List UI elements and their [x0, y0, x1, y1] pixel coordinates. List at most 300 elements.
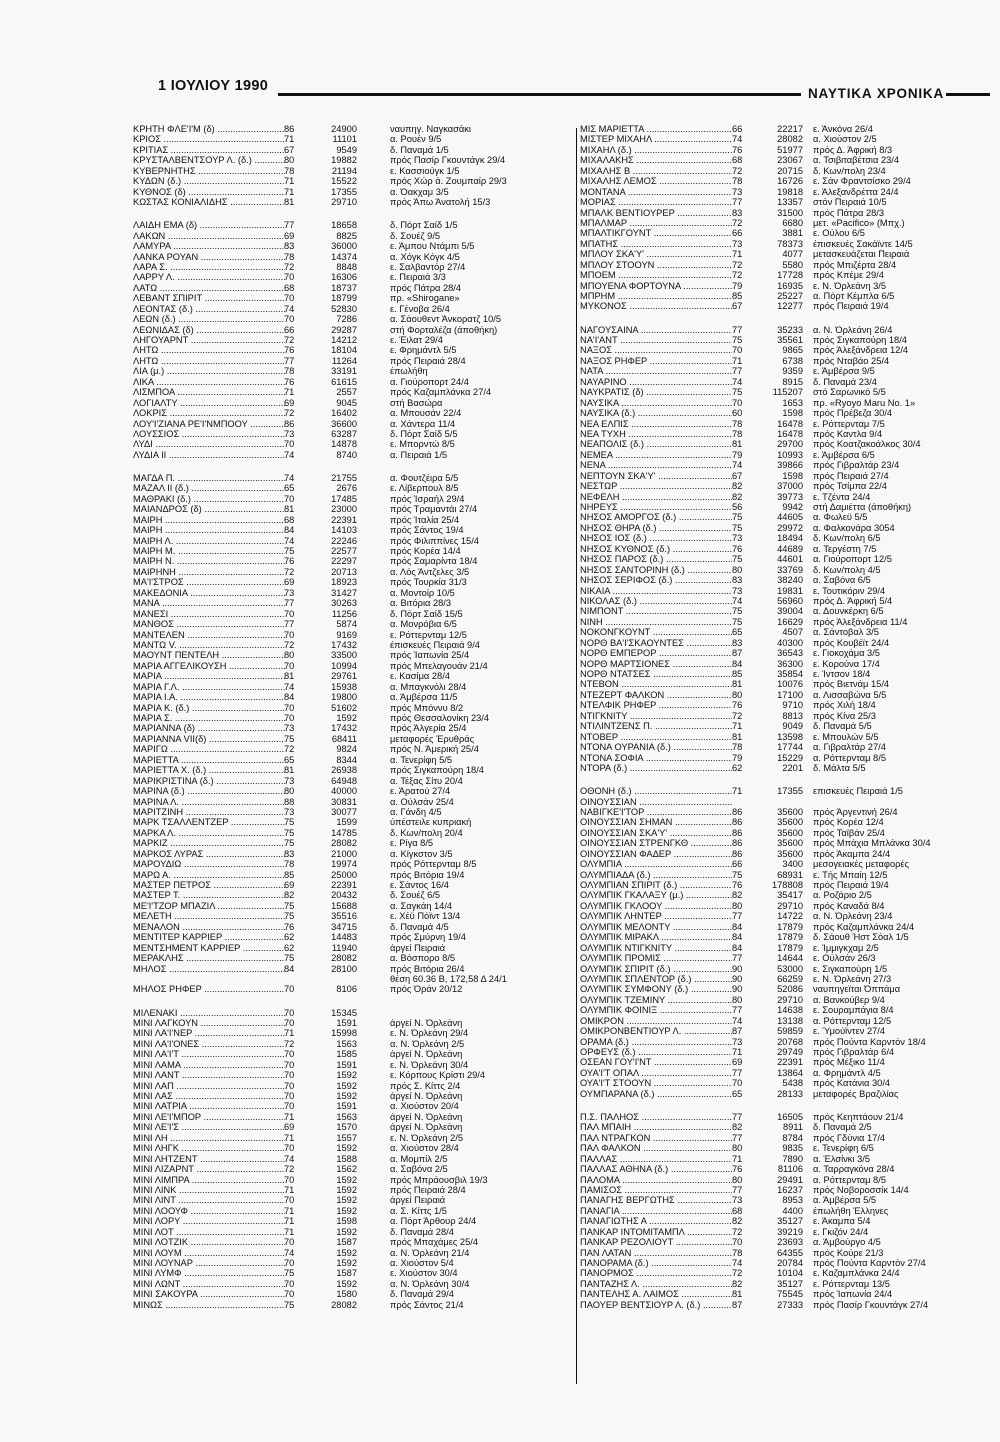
ship-year: 80	[284, 155, 295, 166]
ship-year: 68	[732, 155, 743, 166]
page-header	[0, 0, 1000, 110]
ship-tonnage: 1570	[336, 1122, 357, 1133]
ship-year: 74	[732, 595, 743, 606]
ship-status: ε. Κασίμα 28/4	[390, 671, 450, 682]
ship-row	[580, 1143, 998, 1153]
ship-status: δ. Παναμά 1/5	[390, 144, 449, 155]
ship-year: 82	[732, 1278, 743, 1289]
ship-year: 74	[732, 1015, 743, 1026]
ship-year: 70	[284, 1080, 295, 1091]
ship-status: πρός Νοβοροσσίκ 14/4	[813, 1184, 909, 1195]
ship-year: 84	[284, 525, 295, 536]
ship-row	[133, 1070, 573, 1080]
ship-name: ΜΙΝΙ ΛΗΓΚ .....	[133, 1143, 285, 1153]
ship-name: ΜΑΡΙΑ Κ. (δ.) .....	[133, 703, 285, 713]
ship-tonnage: 66259	[777, 973, 803, 984]
ship-status: ε. Γένοβα 26/4	[390, 303, 450, 314]
ship-row	[133, 450, 573, 460]
ship-row	[133, 849, 573, 859]
ship-row	[133, 786, 573, 796]
ship-tonnage: 9049	[782, 721, 803, 732]
ship-row	[133, 838, 573, 848]
ship-tonnage: 1592	[336, 1205, 357, 1216]
ship-tonnage: 35600	[777, 827, 803, 838]
ship-status: δ. Παναμά 5/5	[813, 721, 872, 732]
ship-name: ΟΜΙΚΡΟΝ .....	[580, 1016, 732, 1026]
ship-status: ε. Κόρπους Κρίστι 29/4	[390, 1070, 486, 1081]
ship-name: ΛΑΡΑ Σ. .....	[133, 262, 285, 272]
ship-tonnage: 22391	[331, 880, 357, 890]
ship-row	[580, 1175, 998, 1185]
ship-year: 77	[732, 1132, 743, 1143]
column-divider	[576, 128, 577, 1384]
ship-name: ΝΑΥΚΡΑΤΙΣ (δ) .....	[580, 387, 732, 397]
ship-row	[580, 1206, 998, 1216]
ship-year: 70	[284, 984, 295, 995]
ship-name: ΚΥΔΩΝ (δ.) .....	[133, 176, 285, 186]
ship-row	[580, 502, 998, 512]
ship-tonnage: 21000	[331, 848, 357, 859]
ship-year: 69	[284, 577, 295, 588]
ship-year: 86	[732, 838, 743, 849]
ship-tonnage: 34715	[331, 921, 357, 932]
ship-row	[580, 176, 998, 186]
ship-name: ΜΙΝΙ ΛΑ'Ι'Τ .....	[133, 1049, 285, 1059]
ship-row	[580, 1016, 998, 1026]
ship-name: ΚΡΙΟΣ .....	[133, 134, 285, 144]
ship-status: α. Χιούστον 20/4	[390, 1101, 459, 1112]
ship-tonnage: 9865	[782, 345, 803, 356]
ship-tonnage: 24900	[331, 124, 357, 134]
ship-row	[580, 429, 998, 439]
ship-status: δ. Πόρτ Σαίδ 1/5	[390, 220, 458, 231]
ship-year: 71	[284, 1205, 295, 1216]
ship-year: 75	[284, 900, 295, 911]
ship-year: 71	[732, 249, 743, 260]
ship-status: α. Χάντερα 11/4	[390, 418, 456, 429]
ship-year: 82	[732, 1122, 743, 1133]
ship-year: 75	[284, 827, 295, 838]
ship-name: ΜΑΙΑΝΔΡΟΣ (δ) .....	[133, 504, 285, 514]
ship-year: 77	[732, 366, 743, 377]
ship-tonnage: 1598	[336, 1216, 357, 1227]
ship-name: ΟΛΥΜΠΙΚ ΣΠΙΡΙΤ (δ.) .....	[580, 964, 732, 974]
ship-year: 81	[732, 731, 743, 742]
ship-name: ΜΙΝΙ ΛΙΖΑΡΝΤ .....	[133, 1164, 285, 1174]
ship-row	[580, 828, 998, 838]
ship-row	[580, 1248, 998, 1258]
ship-row	[580, 228, 998, 238]
ship-name: ΜΙΝΙ ΛΙΝΤ .....	[133, 1195, 285, 1205]
ship-tonnage: 40300	[777, 637, 803, 648]
ship-name: ΟΛΥΜΠΙΚ ΣΥΜΦΟΝΥ (δ.) .....	[580, 984, 732, 994]
ship-row	[580, 134, 998, 144]
ship-year: 77	[732, 324, 743, 335]
ship-name: ΝΙΚΟΛΑΣ (δ.) .....	[580, 596, 732, 606]
ship-year: 72	[732, 270, 743, 281]
ship-status: ύπέστειλε κυπριακή	[390, 817, 472, 828]
ship-status: α. Σ. Κίττς 1/5	[390, 1205, 447, 1216]
ship-row	[133, 870, 573, 880]
ship-row	[133, 682, 573, 692]
ship-name: ΜΙΣΤΕΡ ΜΙΧΑΗΛ .....	[580, 134, 732, 144]
ship-year: 71	[284, 176, 295, 187]
ship-status: α. Τενερίφη 5/5	[390, 754, 453, 765]
ship-year: 71	[732, 355, 743, 366]
ship-tonnage: 22246	[331, 535, 357, 546]
ship-row	[133, 504, 573, 514]
ship-row	[580, 690, 998, 700]
ship-year: 74	[284, 681, 295, 692]
ship-status: πρός Βιετνάμ 15/4	[813, 679, 890, 690]
ship-name: ΜΙΝΙ ΛΑΤΡΙΑ .....	[133, 1101, 285, 1111]
ship-status: α. Λός Άντζελες 3/5	[390, 566, 470, 577]
ship-name: ΠΑΝΟΡΜΟΣ .....	[580, 1268, 732, 1278]
ship-year: 83	[284, 848, 295, 859]
ship-row	[580, 1279, 998, 1289]
ship-tonnage: 36600	[331, 418, 357, 429]
ship-tonnage: 28082	[331, 1299, 357, 1310]
ship-status: α. Έλσίνκι 3/5	[813, 1153, 871, 1164]
ship-name: ΜΑΝΑ .....	[133, 598, 285, 608]
ship-tonnage: 8784	[782, 1132, 803, 1143]
ship-tonnage: 10104	[777, 1268, 803, 1279]
ship-year: 68	[732, 1205, 743, 1216]
ship-tonnage: 2676	[336, 483, 357, 494]
ship-row	[133, 567, 573, 577]
ship-year: 84	[732, 921, 743, 932]
ship-tonnage: 9045	[336, 397, 357, 408]
ship-status: α. Ρόττερνταμ 8/5	[813, 1174, 886, 1185]
ship-status: πρός Πειραιά 19/4	[813, 880, 889, 890]
ship-tonnage: 1592	[336, 1278, 357, 1289]
ship-status: πρός Κατάνια 30/4	[813, 1078, 891, 1089]
ship-row	[133, 124, 573, 134]
ship-tonnage: 5874	[336, 619, 357, 630]
ship-status: ναυπηγεϊται Όππάμα	[813, 984, 901, 995]
ship-status: δ. Πόρτ Σαίδ 5/5	[390, 428, 458, 439]
ship-row	[580, 586, 998, 596]
ship-tonnage: 51602	[331, 702, 357, 713]
ship-name: ΛΟΚΡΙΣ .....	[133, 408, 285, 418]
ship-tonnage: 15229	[777, 752, 803, 763]
ship-row	[133, 713, 573, 723]
ship-row	[580, 638, 998, 648]
ship-tonnage: 1592	[336, 1080, 357, 1091]
ship-name: ΜΠΑΛΜΑΡ .....	[580, 218, 732, 228]
ship-row	[580, 1026, 998, 1036]
ship-year: 70	[284, 1101, 295, 1112]
ship-row	[133, 1237, 573, 1247]
ship-name: ΜΠΟΕΜ .....	[580, 270, 732, 280]
ship-status: πρός Πειραιά 28/4	[390, 1184, 466, 1195]
ship-name: ΟΙΝΟΥΣΣΙΑΝ ΦΑΔΕΡ .....	[580, 849, 732, 859]
ship-status: δ. Κων/πολη 6/5	[813, 533, 881, 544]
ship-status: πρός Χιλή 18/4	[813, 700, 876, 711]
ship-year: 70	[732, 345, 743, 356]
ship-tonnage: 17355	[331, 186, 357, 197]
ship-tonnage: 44689	[777, 543, 803, 554]
ship-name: ΟΛΥΜΠΙΚ ΤΖΕΜΙΝΥ .....	[580, 995, 732, 1005]
ship-row	[133, 252, 573, 262]
ship-tonnage: 29491	[777, 1174, 803, 1185]
ship-tonnage: 16478	[777, 428, 803, 439]
ship-status: πρός Πασίρ Γκουντάγκ 27/4	[813, 1299, 929, 1310]
ship-status: ε. Ρόττερνταμ 12/5	[390, 629, 467, 640]
ship-year: 65	[284, 483, 295, 494]
ship-tonnage: 23000	[331, 504, 357, 515]
ship-status: πρός Μπαχάμες 25/4	[390, 1237, 479, 1248]
ship-tonnage: 52830	[331, 303, 357, 314]
ship-status: πρ. «Shirogane»	[390, 293, 460, 304]
ship-name: ΝΕΠΤΟΥΝ ΣΚΑ'Υ' .....	[580, 471, 732, 481]
ship-status: πρός Μπράουσβιλ 19/3	[390, 1174, 488, 1185]
ship-name: ΜΙΝΙ ΛΩΝΤ .....	[133, 1279, 285, 1289]
ship-name: ΜΑΖΑΛ ΙΙ (δ.) .....	[133, 483, 285, 493]
ship-row	[133, 304, 573, 314]
ship-status: πρός Σ. Κίττς 2/4	[390, 1080, 461, 1091]
ship-row	[580, 481, 998, 491]
ship-name: ΜΙΝΙ ΛΕ'Ι'Σ .....	[133, 1122, 285, 1132]
ship-row	[133, 776, 573, 786]
ship-status: ε. Ν. Όρλεάνη 29/4	[390, 1028, 469, 1039]
ship-status: α. Άμβούργο 4/5	[813, 1237, 881, 1248]
ship-row	[580, 155, 998, 165]
ship-status: ε. Άμπου Ντάμπι 5/5	[390, 241, 475, 252]
ship-status: ε. Ρόττερνταμ 7/5	[813, 418, 885, 429]
ship-row	[580, 575, 998, 585]
ship-row	[133, 807, 573, 817]
ship-tonnage: 53000	[777, 963, 803, 974]
ship-row	[133, 176, 573, 186]
ship-status: έπισκευές Πειραιά 9/4	[390, 639, 480, 650]
ship-tonnage: 29710	[777, 994, 803, 1005]
ship-name: ΜΑΡΙΑ .....	[133, 671, 285, 681]
ship-year: 70	[284, 713, 295, 723]
ship-year: 70	[284, 1059, 295, 1070]
ship-status: ναυπηγ. Ναγκασάκι	[390, 124, 471, 134]
ship-tonnage: 1592	[336, 1247, 357, 1258]
ship-tonnage: 31427	[331, 587, 357, 598]
ship-status: α. Άμβέρσα 5/5	[813, 1195, 876, 1206]
ship-year: 80	[732, 689, 743, 700]
ship-row	[133, 262, 573, 272]
ship-row	[133, 220, 573, 230]
ship-name: ΟΛΥΜΠΙΚ ΓΚΛΟΟΥ .....	[580, 901, 732, 911]
ship-year: 56	[732, 502, 743, 512]
ship-year: 85	[732, 669, 743, 679]
ship-year: 82	[284, 890, 295, 901]
ship-row	[133, 377, 573, 387]
ship-name: ΜΕΝΤΣΗΜΕΝΤ ΚΑΡΡΙΕΡ .....	[133, 943, 285, 953]
ship-year: 86	[732, 817, 743, 828]
ship-name: ΠΑΝΟΡΑΜΑ (δ.) .....	[580, 1258, 732, 1268]
ship-year: 73	[732, 1036, 743, 1047]
ship-status: α. Όακχαμ 3/5	[390, 186, 449, 197]
ship-row	[133, 1175, 573, 1185]
ship-year: 67	[732, 301, 743, 312]
ship-row	[133, 828, 573, 838]
ship-tonnage: 9549	[336, 144, 357, 155]
ship-tonnage: 11256	[331, 608, 357, 619]
ship-year: 74	[284, 535, 295, 546]
ship-tonnage: 17355	[777, 786, 803, 797]
ship-name: ΚΡΙΤΙΑΣ .....	[133, 145, 285, 155]
ship-name: ΜΑΙΡΗ .....	[133, 525, 285, 535]
ship-status: πρός Καζαμπλάνκα 24/4	[813, 921, 915, 932]
ship-tonnage: 51977	[777, 144, 803, 155]
ship-row	[133, 1206, 573, 1216]
ship-year: 79	[732, 449, 743, 460]
ship-status: α. Λισσαβώνα 5/5	[813, 689, 887, 700]
ship-status: α. Φωλεϋ 5/5	[813, 512, 868, 523]
ship-tonnage: 22391	[777, 1057, 803, 1068]
ship-group	[580, 124, 998, 312]
ship-status: επισκευές Πειραιά 1/5	[813, 786, 903, 797]
ship-row	[580, 166, 998, 176]
ship-row	[580, 922, 998, 932]
ship-name: ΜΑΡΙΑ ΑΓΓΕΛΙΚΟΥΣΗ .....	[133, 661, 285, 671]
ship-year: 81	[284, 504, 295, 515]
ship-status: πρός Μπιζέρτα 28/4	[813, 259, 897, 270]
ship-status: δ. Παναμά 2/5	[813, 1122, 872, 1133]
ship-year: 70	[284, 1289, 295, 1300]
ship-year: 70	[284, 439, 295, 450]
ship-row	[133, 515, 573, 525]
ship-row	[133, 1101, 573, 1111]
ship-row	[133, 439, 573, 449]
ship-year: 77	[732, 1111, 743, 1122]
ship-name: ΜΑΟΥΝΤ ΠΕΝΤΕΛΗ .....	[133, 650, 285, 660]
ship-name: ΜΑΡΙΑΝΝΑ (δ) .....	[133, 723, 285, 733]
ship-tonnage: 27333	[777, 1299, 803, 1310]
ship-tonnage: 25227	[777, 291, 803, 301]
ship-name: ΠΑΝΚΑΡ ΡΕΖΟΛΙΟΥΤ .....	[580, 1237, 732, 1247]
ship-status: πρός Ταϊβάν 25/4	[813, 827, 885, 838]
page-date: 1 ΙΟΥΛΙΟΥ 1990	[158, 78, 269, 94]
ship-year: 72	[732, 217, 743, 228]
ship-tonnage: 1587	[336, 1268, 357, 1279]
ship-tonnage: 18799	[331, 293, 357, 304]
ship-row	[580, 398, 998, 408]
ship-name: ΜΕΛΕΤΗ .....	[133, 911, 285, 921]
ship-name: ΜΑΙΡΗ Ν. .....	[133, 556, 285, 566]
ship-status: δ. Παναμά 23/4	[813, 376, 877, 387]
ship-name: ΜΑΡΚ ΤΣΑΛΛΕΝΤΖΕΡ .....	[133, 817, 285, 827]
ship-year: 70	[284, 1007, 295, 1018]
ship-tonnage: 16237	[777, 1184, 803, 1195]
ship-tonnage: 1592	[336, 1174, 357, 1185]
ship-group	[580, 1112, 998, 1310]
ship-year: 76	[284, 556, 295, 567]
ship-row	[580, 943, 998, 953]
ship-year: 72	[284, 261, 295, 272]
ship-tonnage: 19882	[331, 155, 357, 166]
ship-row	[133, 911, 573, 921]
ship-status: μετ. «Pacifico» (Μπχ.)	[813, 217, 905, 228]
ship-name: ΜΗΛΟΣ ΡΗΦΕΡ .....	[133, 984, 285, 994]
ship-name: ΝΗΣΟΣ ΚΥΘΝΟΣ (δ.) .....	[580, 544, 732, 554]
ship-tonnage: 15998	[331, 1028, 357, 1039]
ship-row	[133, 765, 573, 775]
ship-status: ε. Ν. Όρλεάνη 30/4	[390, 1059, 469, 1070]
ship-status: α. Σαβόνα 6/5	[813, 575, 871, 586]
ship-row	[580, 356, 998, 366]
ship-status: πρός Βιτόρια 19/4	[390, 869, 465, 880]
ship-status: α. Ν. Όρλεάνη 2/5	[390, 1038, 465, 1049]
ship-row	[580, 260, 998, 270]
ship-year: 80	[732, 1143, 743, 1154]
ship-row	[580, 1112, 998, 1122]
ship-status: α. Σαβόνα 2/5	[390, 1164, 448, 1175]
ship-row	[133, 231, 573, 241]
ship-row	[580, 753, 998, 763]
ship-status: ε. Γιοκοχάμα 3/5	[813, 648, 880, 659]
ship-name: ΜΙΝΙ ΣΑΚΟΥΡΑ .....	[133, 1289, 285, 1299]
ship-name: ΛΙΚΑ .....	[133, 377, 285, 387]
ship-row	[580, 763, 998, 773]
ship-year: 71	[732, 786, 743, 797]
ship-status: πρός Σαμαρίντα 18/4	[390, 556, 478, 567]
ship-year: 70	[284, 293, 295, 304]
ship-status: μετασκευάζεται Πειραιά	[813, 249, 910, 260]
ship-name: ΜΙΝΙ ΛΥΜΦ .....	[133, 1268, 285, 1278]
ship-tonnage: 178808	[771, 880, 803, 890]
ship-status: ε. Κασσιούγκ 1/5	[390, 165, 460, 176]
ship-status: ε. Κορούνα 17/4	[813, 658, 880, 669]
ship-name: ΝΕΑ ΕΛΠΙΣ .....	[580, 419, 732, 429]
ship-row	[580, 932, 998, 942]
ship-year: 85	[284, 869, 295, 880]
ship-status: ε. Μπορντώ 8/5	[390, 439, 455, 450]
ship-year: 74	[732, 134, 743, 145]
ship-row	[580, 786, 998, 796]
ship-year: 78	[732, 1247, 743, 1258]
ship-name: ΜΑΡΙΕΤΤΑ Χ. (δ.) .....	[133, 765, 285, 775]
ship-status: α. Μομπίλ 2/5	[390, 1153, 448, 1164]
ship-status: α. Ν. Όρλεάνη 23/4	[813, 911, 893, 922]
ship-status: πρός Γιβραλτάρ 6/4	[813, 1047, 895, 1057]
ship-row	[133, 723, 573, 733]
ship-status: πρός Άκαμπα 24/4	[813, 848, 891, 859]
ship-row	[133, 293, 573, 303]
ship-row	[580, 281, 998, 291]
ship-row	[133, 1268, 573, 1278]
ship-year: 77	[284, 355, 295, 366]
ship-year: 90	[732, 963, 743, 974]
ship-year: 82	[732, 890, 743, 901]
ship-row	[133, 283, 573, 293]
ship-status: ε. Φρημάντλ 5/5	[390, 345, 457, 356]
ship-year: 73	[732, 1195, 743, 1206]
ship-row	[133, 661, 573, 671]
ship-row	[580, 471, 998, 481]
ship-name: ΛΟΥΣΣΙΟΣ .....	[133, 429, 285, 439]
ship-tonnage: 5580	[782, 259, 803, 270]
ship-tonnage: 20768	[777, 1036, 803, 1047]
ship-status: πρός Δ. Άφρική 5/4	[813, 595, 893, 606]
ship-year: 65	[732, 627, 743, 638]
ship-status: πρός Κουβέϊτ 24/4	[813, 637, 890, 648]
ship-status: α. Γιούροπορτ 12/5	[813, 554, 892, 565]
ship-name: ΟΙΝΟΥΣΣΙΑΝ ΣΤΡΕΝΓΚΘ .....	[580, 838, 732, 848]
ship-tonnage: 35600	[777, 806, 803, 817]
ship-row	[133, 1185, 573, 1195]
ship-status: πρός Πούντα Καρντόν 27/4	[813, 1258, 926, 1268]
ship-row	[133, 797, 573, 807]
ship-year: 84	[732, 658, 743, 669]
ship-name: ΟΛΥΜΠΙΚ ΠΡΟΜΙΣ .....	[580, 953, 732, 963]
